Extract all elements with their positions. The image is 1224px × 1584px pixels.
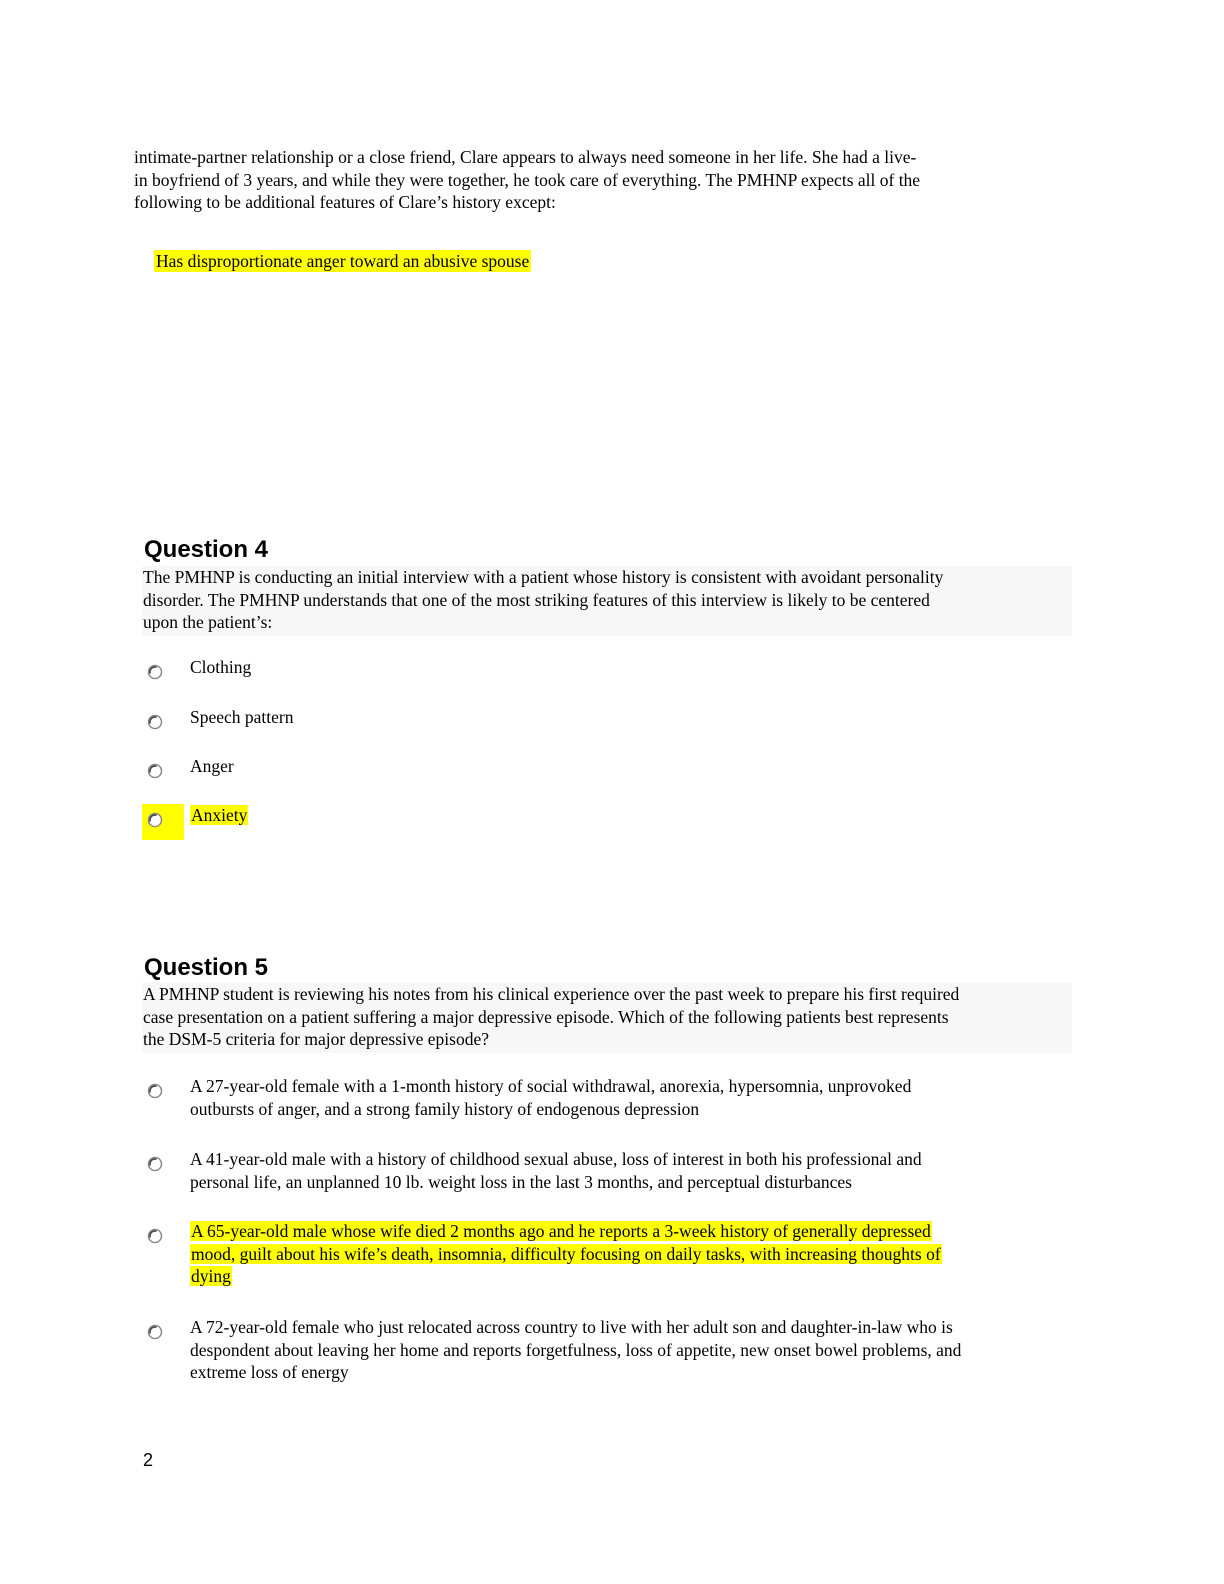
radio-button-container <box>142 804 184 840</box>
option-text: Anger <box>190 756 234 776</box>
q5-option-65-year-old-male[interactable] <box>142 1220 1072 1288</box>
option-label <box>190 706 1060 729</box>
carryover-highlighted-answer: Has disproportionate anger toward an abusive spouse <box>156 251 530 271</box>
q4-option-anger[interactable] <box>142 755 1072 791</box>
radio-button-container <box>142 1075 184 1111</box>
question-line: case presentation on a patient suffering a major depressive episode. Which of the following patients best represents <box>143 1006 949 1027</box>
option-text-highlighted: Anxiety <box>191 805 248 825</box>
radio-button-container <box>142 706 184 742</box>
q5-option-72-year-old-female[interactable] <box>142 1316 1072 1384</box>
option-label <box>190 1220 1060 1288</box>
radio-button-icon[interactable] <box>147 812 163 828</box>
option-line: personal life, an unplanned 10 lb. weight loss in the last 3 months, and perceptual disturbances <box>190 1171 852 1192</box>
q5-option-27-year-old-female[interactable] <box>142 1075 1072 1120</box>
option-line: extreme loss of energy <box>190 1362 349 1382</box>
carryover-line: intimate-partner relationship or a close friend, Clare appears to always need someone in her life. She had a live- <box>134 147 917 167</box>
carryover-line: in boyfriend of 3 years, and while they were together, he took care of everything. The PMHNP expects all of the <box>134 169 921 190</box>
carryover-line: following to be additional features of Clare’s history except: <box>134 192 556 212</box>
radio-button-icon[interactable] <box>147 1083 163 1099</box>
carryover-question-text <box>134 146 1034 214</box>
option-line: despondent about leaving her home and reports forgetfulness, loss of appetite, new onset bowel problems, and <box>190 1339 962 1360</box>
option-label <box>190 656 1060 679</box>
option-line: A 27-year-old female with a 1-month history of social withdrawal, anorexia, hypersomnia, unprovoked <box>190 1076 912 1096</box>
radio-button-container <box>142 1148 184 1184</box>
question-4-text <box>142 566 1072 636</box>
question-5-heading: Question 5 <box>144 954 269 981</box>
option-label <box>190 755 1060 778</box>
q5-option-41-year-old-male[interactable] <box>142 1148 1072 1193</box>
question-line: upon the patient’s: <box>143 612 273 632</box>
q4-option-speech-pattern[interactable] <box>142 706 1072 742</box>
radio-button-container <box>142 1220 184 1256</box>
radio-button-container <box>142 755 184 791</box>
option-line: outbursts of anger, and a strong family history of endogenous depression <box>190 1098 700 1119</box>
option-line-highlighted: A 65-year-old male whose wife died 2 months ago and he reports a 3-week history of generally depressed <box>191 1221 931 1241</box>
q4-option-anxiety[interactable] <box>142 804 1072 840</box>
radio-button-icon[interactable] <box>147 664 163 680</box>
question-line: The PMHNP is conducting an initial interview with a patient whose history is consistent with avoidant personality <box>143 567 944 587</box>
q4-option-clothing[interactable] <box>142 656 1072 692</box>
option-label <box>190 1316 1060 1384</box>
radio-button-icon[interactable] <box>147 763 163 779</box>
radio-button-container <box>142 1316 184 1352</box>
question-5-text <box>142 983 1072 1053</box>
radio-button-icon[interactable] <box>147 1324 163 1340</box>
option-line: A 41-year-old male with a history of childhood sexual abuse, loss of interest in both his professional and <box>190 1149 922 1169</box>
option-label <box>190 804 1060 827</box>
question-line: the DSM-5 criteria for major depressive episode? <box>143 1029 489 1049</box>
option-text: Clothing <box>190 657 252 677</box>
option-text: Speech pattern <box>190 707 294 727</box>
page-number: 2 <box>143 1450 154 1470</box>
question-line: disorder. The PMHNP understands that one of the most striking features of this interview is likely to be centered <box>143 589 930 610</box>
radio-button-icon[interactable] <box>147 1156 163 1172</box>
radio-button-icon[interactable] <box>147 1228 163 1244</box>
option-line-highlighted: mood, guilt about his wife’s death, insomnia, difficulty focusing on daily tasks, with increasing thoughts of <box>191 1243 941 1264</box>
radio-button-container <box>142 656 184 692</box>
option-label <box>190 1148 1060 1193</box>
option-label <box>190 1075 1060 1120</box>
option-line-highlighted: dying <box>191 1266 231 1286</box>
question-line: A PMHNP student is reviewing his notes from his clinical experience over the past week to prepare his first required <box>143 984 960 1004</box>
option-line: A 72-year-old female who just relocated across country to live with her adult son and daughter-in-law who is <box>190 1317 953 1337</box>
question-4-heading: Question 4 <box>144 536 269 563</box>
radio-button-icon[interactable] <box>147 714 163 730</box>
